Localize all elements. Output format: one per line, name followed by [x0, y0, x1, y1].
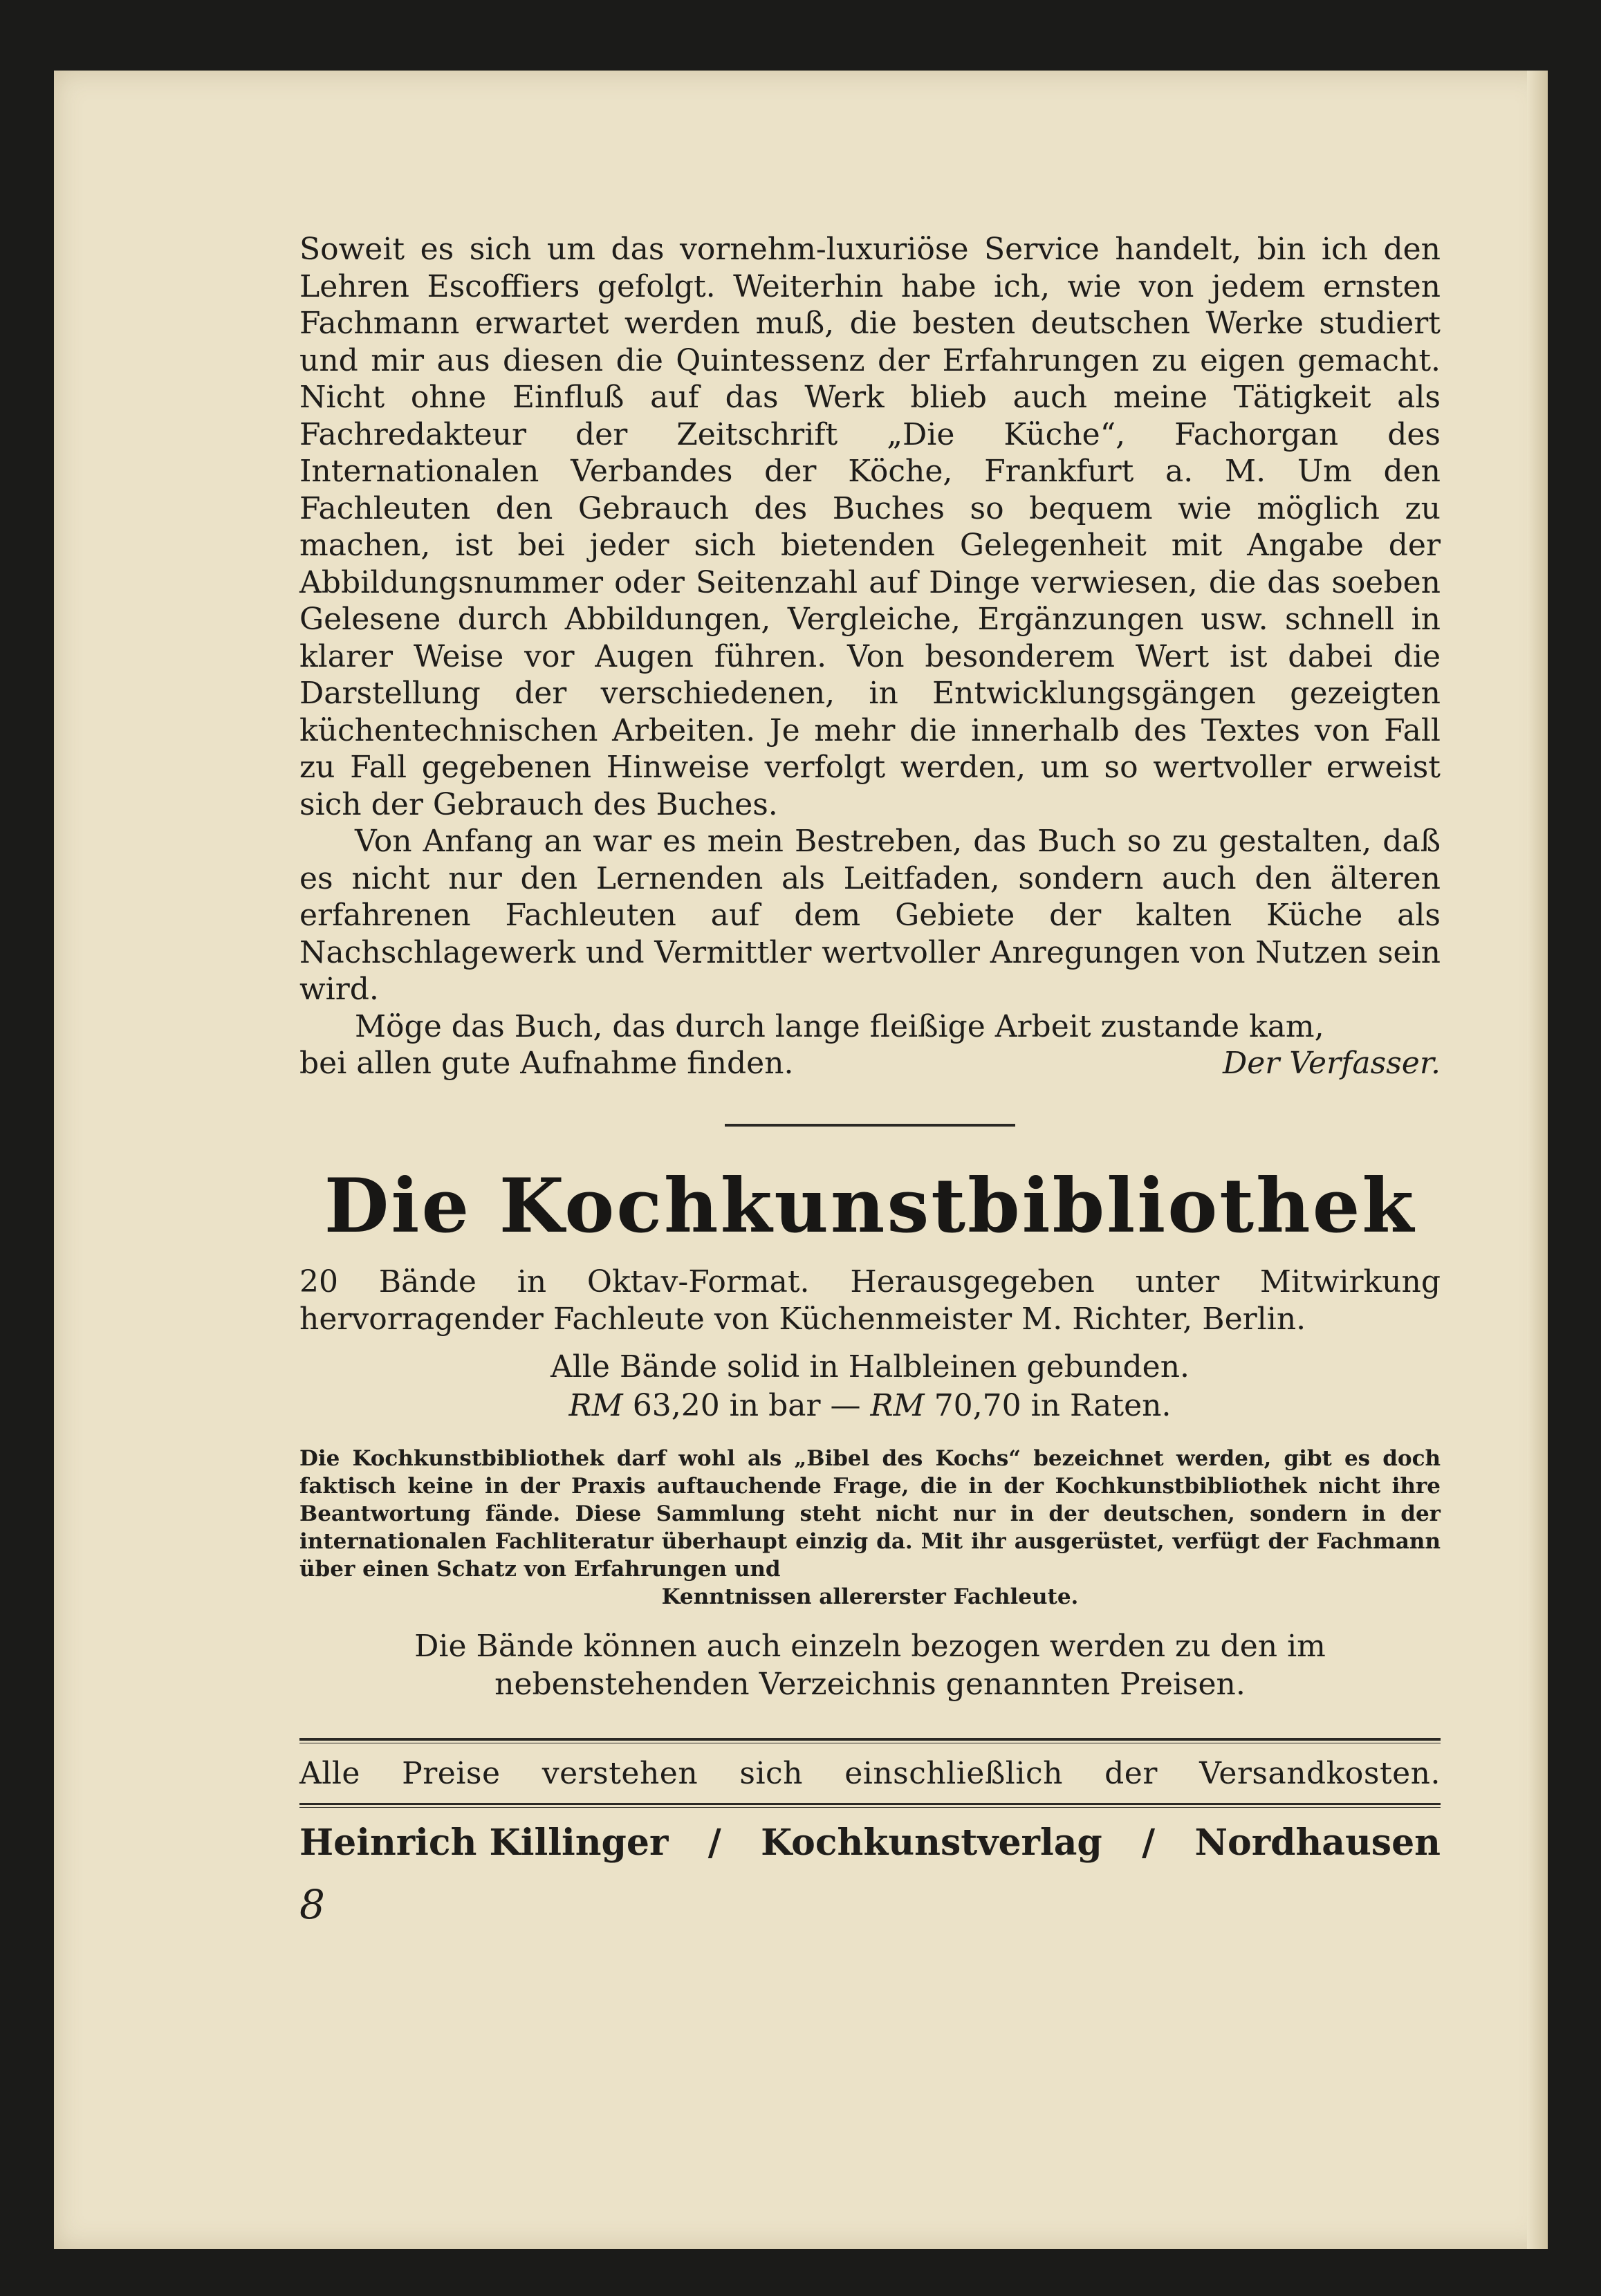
ad-blurb-last: Kenntnissen allererster Fachleute.: [661, 1584, 1079, 1609]
price-symbol-installments: RM: [870, 1387, 925, 1423]
page-edge-shadow: [1527, 71, 1548, 2249]
price-installments: 70,70 in Raten.: [934, 1387, 1172, 1423]
ad-blurb: Die Kochkunstbibliothek darf wohl als „Bibel des Kochs“ bezeichnet werden, gibt es doch faktisch keine in der Praxis auftauchende Frage, die in der Kochkunstbibliothek nicht ihre Beantwortung fände. Diese Sammlung steht nicht nur in der deutschen, sondern in der internationalen Fachliteratur überhaupt einzig da. Mit ihr ausgerüstet, verfügt der Fachmann über einen Schatz von Erfahrungen und: [299, 1445, 1441, 1582]
body-paragraph-2-text: Von Anfang an war es mein Bestreben, das Buch so zu gestalten, daß es nicht nur den Lernenden als Leitfaden, sondern auch den älteren erfahrenen Fachleuten auf dem Gebiete der kalten Küche als Nachschlagewerk und Vermittler wertvoller Anregungen von Nutzen sein wird.: [299, 824, 1441, 1007]
ad-description: 20 Bände in Oktav-Format. Herausgegeben unter Mitwirkung hervorragender Fachleute von Küchenmeister M. Richter, Berlin.: [299, 1263, 1441, 1337]
publisher-name: Heinrich Killinger: [299, 1821, 669, 1864]
ad-title: Die Kochkunstbibliothek: [324, 1162, 1416, 1250]
closing-line: [299, 1045, 1441, 1082]
publisher-slash-2: /: [1142, 1821, 1156, 1864]
book-page: [54, 71, 1548, 2249]
signature: Der Verfasser.: [1222, 1046, 1441, 1081]
publisher-city: Nordhausen: [1194, 1821, 1441, 1864]
prices-note: [299, 1755, 1441, 1793]
ad-price-row: [299, 1387, 1441, 1425]
price-cash: 63,20 in bar: [632, 1387, 821, 1423]
rule-top: [299, 1738, 1441, 1743]
price-separator: —: [830, 1387, 861, 1423]
ad-single-volumes: Die Bände können auch einzeln bezogen werden zu den im nebenstehenden Verzeichnis genannten Preisen.: [414, 1628, 1326, 1702]
page-number: 8: [299, 1880, 325, 1928]
ad-binding: Alle Bände solid in Halbleinen gebunden.: [550, 1349, 1190, 1385]
publisher-line: [299, 1819, 1441, 1867]
body-paragraph-1: Soweit es sich um das vornehm-luxuriöse Service handelt, bin ich den Lehren Escoffiers gefolgt. Weiterhin habe ich, wie von jedem ernsten Fachmann erwartet werden muß, die besten deutschen Werke studiert und mir aus diesen die Quintessenz der Erfahrungen zu eigen gemacht. Nicht ohne Einfluß auf das Werk blieb auch meine Tätigkeit als Fachredakteur der Zeitschrift „Die Küche“, Fachorgan des Internationalen Verbandes der Köche, Frankfurt a. M. Um den Fachleuten den Gebrauch des Buches so bequem wie möglich zu machen, ist bei jeder sich bietenden Gelegenheit mit Angabe der Abbildungsnummer oder Seitenzahl auf Dinge verwiesen, die das soeben Gelesene durch Abbildungen, Vergleiche, Ergänzungen usw. schnell in klarer Weise vor Augen führen. Von besonderem Wert ist dabei die Darstellung der verschiedenen, in Entwicklungsgängen gezeigten küchentechnischen Arbeiten. Je mehr die innerhalb des Textes von Fall zu Fall gegebenen Hinweise verfolgt werden, um so wertvoller erweist sich der Gebrauch des Buches.: [299, 232, 1441, 822]
publisher-slash-1: /: [707, 1821, 721, 1864]
publisher-imprint: Kochkunstverlag: [761, 1821, 1102, 1864]
body-paragraph-2: [299, 823, 1441, 1008]
rule-bottom-fine: [299, 1807, 1441, 1808]
body-paragraph-3: [299, 1008, 1441, 1046]
price-symbol-cash: RM: [568, 1387, 623, 1423]
prices-note-text: Alle Preise verstehen sich einschließlich der Versandkosten.: [299, 1755, 1441, 1791]
rule-bottom: [299, 1803, 1441, 1805]
closing-text: bei allen gute Aufnahme finden.: [299, 1046, 794, 1081]
section-divider: [725, 1124, 1015, 1127]
page-content: [299, 231, 1441, 1928]
body-paragraph-3-text: Möge das Buch, das durch lange fleißige Arbeit zustande kam,: [355, 1008, 1324, 1044]
